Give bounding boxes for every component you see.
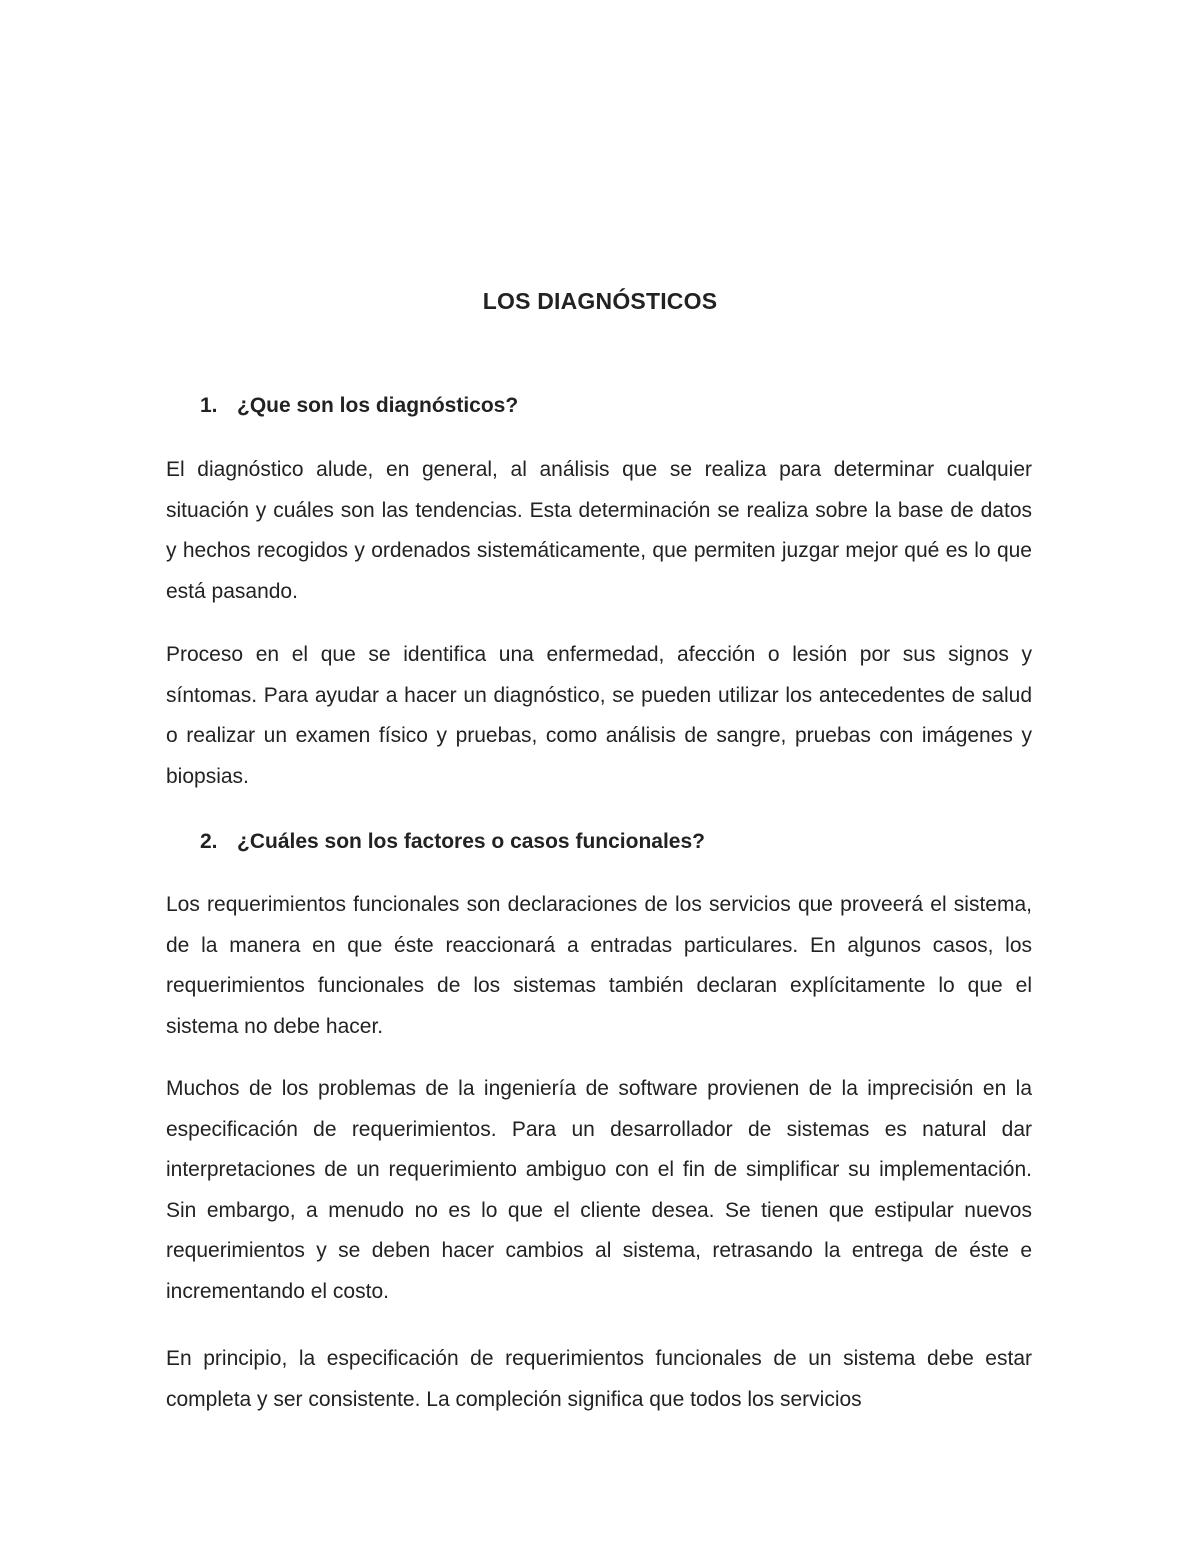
section-number: 1. xyxy=(200,394,218,417)
paragraph: El diagnóstico alude, en general, al análisis que se realiza para determinar cualquier situación y cuáles son las tendencias. Esta determinación se realiza sobre la base de datos y hechos recogidos y ordenados sistemáticamente, que permiten juzgar mejor qué es lo que está pasando. xyxy=(166,458,1032,603)
document-title: LOS DIAGNÓSTICOS xyxy=(482,288,718,314)
paragraph: Proceso en el que se identifica una enfermedad, afección o lesión por sus signos y síntomas. Para ayudar a hacer un diagnóstico, se pueden utilizar los antecedentes de salud o realizar un examen físico y pruebas, como análisis de sangre, pruebas con imágenes y biopsias. xyxy=(166,643,1032,788)
section-heading-text: ¿Que son los diagnósticos? xyxy=(237,394,519,417)
paragraph: En principio, la especificación de requerimientos funcionales de un sistema debe estar completa y ser consistente. La compleción significa que todos los servicios xyxy=(166,1347,1032,1411)
section-heading-text: ¿Cuáles son los factores o casos funcionales? xyxy=(237,830,705,853)
paragraph: Los requerimientos funcionales son declaraciones de los servicios que proveerá el sistema, de la manera en que éste reaccionará a entradas particulares. En algunos casos, los requerimientos funcionales de los sistemas también declaran explícitamente lo que el sistema no debe hacer. xyxy=(166,893,1032,1038)
paragraph: Muchos de los problemas de la ingeniería de software provienen de la imprecisión en la especificación de requerimientos. Para un desarrollador de sistemas es natural dar interpretaciones de un requerimiento ambiguo con el fin de simplificar su implementación. Sin embargo, a menudo no es lo que el cliente desea. Se tienen que estipular nuevos requerimientos y se deben hacer cambios al sistema, retrasando la entrega de éste e incrementando el costo. xyxy=(166,1077,1032,1303)
section-heading-2 xyxy=(200,828,705,856)
section-heading-1 xyxy=(200,392,518,420)
section-number: 2. xyxy=(200,830,218,853)
